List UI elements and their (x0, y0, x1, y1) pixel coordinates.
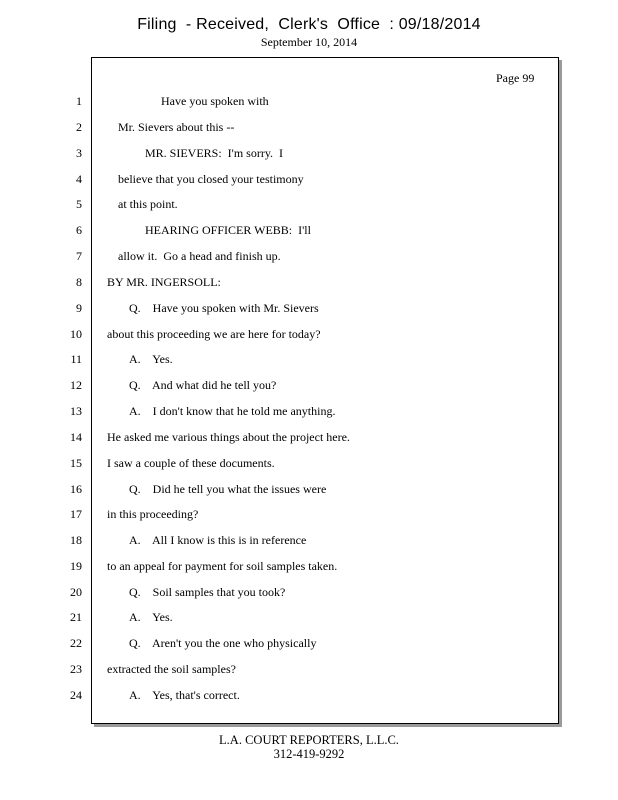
transcript-date: September 10, 2014 (260, 35, 358, 49)
transcript-line: Q. Did he tell you what the issues were (129, 482, 327, 496)
transcript-line: extracted the soil samples? (107, 662, 236, 676)
transcript-line: A. Yes. (129, 610, 173, 624)
reporter-firm: L.A. COURT REPORTERS, L.L.C. (219, 733, 399, 747)
reporter-phone: 312-419-9292 (273, 747, 345, 761)
line-number: 24 (70, 688, 82, 702)
line-number: 22 (70, 636, 82, 650)
transcript-line: Q. Have you spoken with Mr. Sievers (129, 301, 319, 315)
line-number: 12 (70, 378, 82, 392)
transcript-line: BY MR. INGERSOLL: (107, 275, 221, 289)
line-number: 1 (76, 94, 82, 108)
line-number: 21 (70, 610, 82, 624)
transcript-line: A. Yes, that's correct. (129, 688, 240, 702)
transcript-line: in this proceeding? (107, 507, 199, 521)
transcript-line: Q. Aren't you the one who physically (129, 636, 317, 650)
line-number: 5 (76, 197, 82, 211)
line-number: 9 (76, 301, 82, 315)
line-number: 14 (70, 430, 82, 444)
transcript-line: Have you spoken with (161, 94, 269, 108)
transcript-line: HEARING OFFICER WEBB: I'll (145, 223, 311, 237)
filing-stamp: Filing - Received, Clerk's Office : 09/18/2014 (137, 16, 481, 33)
line-number: 6 (76, 223, 82, 237)
line-number: 19 (70, 559, 82, 573)
line-number: 18 (70, 533, 82, 547)
line-number: 23 (70, 662, 82, 676)
transcript-line: allow it. Go a head and finish up. (118, 249, 281, 263)
transcript-line: Q. Soil samples that you took? (129, 585, 286, 599)
transcript-line: MR. SIEVERS: I'm sorry. I (145, 146, 284, 160)
transcript-line: believe that you closed your testimony (118, 172, 304, 186)
line-number: 2 (76, 120, 82, 134)
transcript-line: Q. And what did he tell you? (129, 378, 277, 392)
line-number: 13 (70, 404, 82, 418)
page-number: Page 99 (496, 71, 535, 85)
transcript-line: A. I don't know that he told me anything. (129, 404, 336, 418)
line-number: 10 (70, 327, 82, 341)
line-number: 15 (70, 456, 82, 470)
line-number: 16 (70, 482, 82, 496)
transcript-line: Mr. Sievers about this -- (118, 120, 235, 134)
transcript-line: A. All I know is this is in reference (129, 533, 307, 547)
line-number: 8 (76, 275, 82, 289)
transcript-line: to an appeal for payment for soil samples taken. (107, 559, 338, 573)
line-number: 7 (76, 249, 82, 263)
transcript-line: He asked me various things about the project here. (107, 430, 350, 444)
transcript-line: about this proceeding we are here for today? (107, 327, 321, 341)
transcript-line: A. Yes. (129, 352, 173, 366)
transcript-line: at this point. (118, 197, 178, 211)
line-number: 11 (70, 352, 82, 366)
line-number: 20 (70, 585, 82, 599)
transcript-line: I saw a couple of these documents. (107, 456, 275, 470)
line-number: 4 (76, 172, 82, 186)
line-number: 17 (70, 507, 82, 521)
line-number: 3 (76, 146, 82, 160)
